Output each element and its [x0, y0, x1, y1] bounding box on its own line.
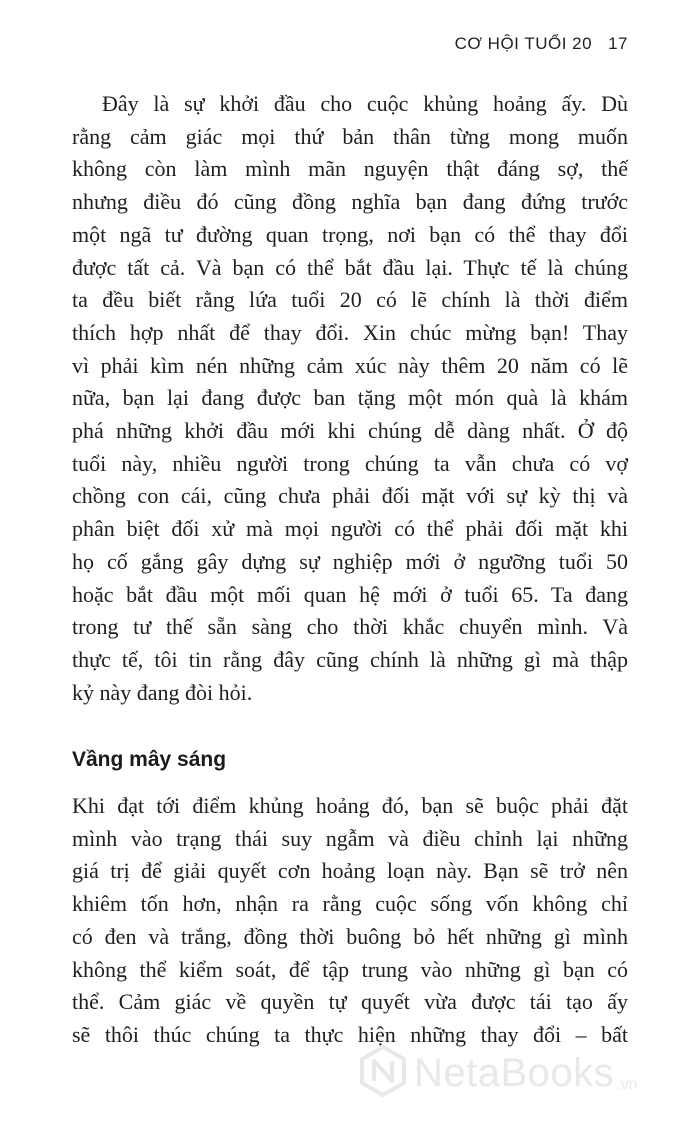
- text-line: giá trị để giải quyết cơn hoảng loạn này. Bạn sẽ trở nên: [72, 858, 628, 884]
- page-number: 17: [608, 34, 628, 53]
- text-line: tuổi này, nhiều người trong chúng ta vẫn chưa có vợ: [72, 450, 628, 476]
- text-line: khiêm tốn hơn, nhận ra rằng cuộc sống vốn không chỉ: [72, 891, 628, 917]
- paragraph-2: [72, 790, 628, 1052]
- text-line: thực tế, tôi tin rằng đây cũng chính là những gì mà thập: [72, 646, 628, 672]
- netabooks-logo-icon: [360, 1045, 406, 1102]
- text-line: vì phải kìm nén những cảm xúc này thêm 20 năm có lẽ: [72, 352, 628, 378]
- text-line: không còn làm mình mãn nguyện thật đáng sợ, thế: [72, 156, 628, 182]
- text-line: nữa, bạn lại đang được ban tặng một món quà là khám: [72, 385, 628, 411]
- text-line: Khi đạt tới điểm khủng hoảng đó, bạn sẽ buộc phải đặt: [72, 793, 628, 818]
- text-line: ta đều biết rằng lứa tuổi 20 có lẽ chính là thời điểm: [72, 287, 628, 313]
- text-line: chồng con cái, cũng chưa phải đối mặt với sự kỳ thị và: [72, 483, 628, 509]
- text-line: không thể kiểm soát, để tập trung vào những gì bạn có: [72, 956, 628, 982]
- section-heading: Vầng mây sáng: [72, 748, 227, 771]
- text-line: được tất cả. Và bạn có thể bắt đầu lại. Thực tế là chúng: [72, 254, 628, 280]
- text-line: họ cố gắng gây dựng sự nghiệp mới ở ngưỡng tuổi 50: [72, 548, 628, 574]
- text-line: kỷ này đang đòi hỏi.: [72, 679, 253, 705]
- text-line: thể. Cảm giác về quyền tự quyết vừa được tái tạo ấy: [72, 989, 628, 1015]
- text-line: hoặc bắt đầu một mối quan hệ mới ở tuổi 65. Ta đang: [72, 581, 628, 607]
- netabooks-watermark: [360, 1045, 638, 1102]
- text-line: phân biệt đối xử mà mọi người có thể phải đối mặt khi: [72, 516, 628, 542]
- text-line: sẽ thôi thúc chúng ta thực hiện những thay đổi – bất: [72, 1021, 628, 1047]
- text-line: có đen và trắng, đồng thời buông bỏ hết những gì mình: [72, 923, 628, 949]
- running-header: [455, 34, 628, 54]
- chapter-title: CƠ HỘI TUỔI 20: [454, 34, 593, 53]
- text-line: Đây là sự khởi đầu cho cuộc khủng hoảng ấy. Dù: [102, 91, 628, 116]
- text-line: thích hợp nhất để thay đổi. Xin chúc mừng bạn! Thay: [72, 319, 628, 345]
- paragraph-1: [72, 88, 628, 709]
- text-line: nhưng điều đó cũng đồng nghĩa bạn đang đứng trước: [72, 189, 628, 215]
- watermark-text: NetaBooks: [414, 1051, 615, 1095]
- text-line: mình vào trạng thái suy ngẫm và điều chỉnh lại những: [72, 825, 628, 851]
- text-line: rằng cảm giác mọi thứ bản thân từng mong muốn: [72, 123, 628, 149]
- watermark-suffix: .vn: [616, 1076, 638, 1093]
- text-line: trong tư thế sẵn sàng cho thời khắc chuyển mình. Và: [72, 614, 628, 640]
- text-line: phá những khởi đầu mới khi chúng dễ dàng nhất. Ở độ: [72, 418, 628, 444]
- text-line: một ngã tư đường quan trọng, nơi bạn có thể thay đổi: [72, 221, 628, 247]
